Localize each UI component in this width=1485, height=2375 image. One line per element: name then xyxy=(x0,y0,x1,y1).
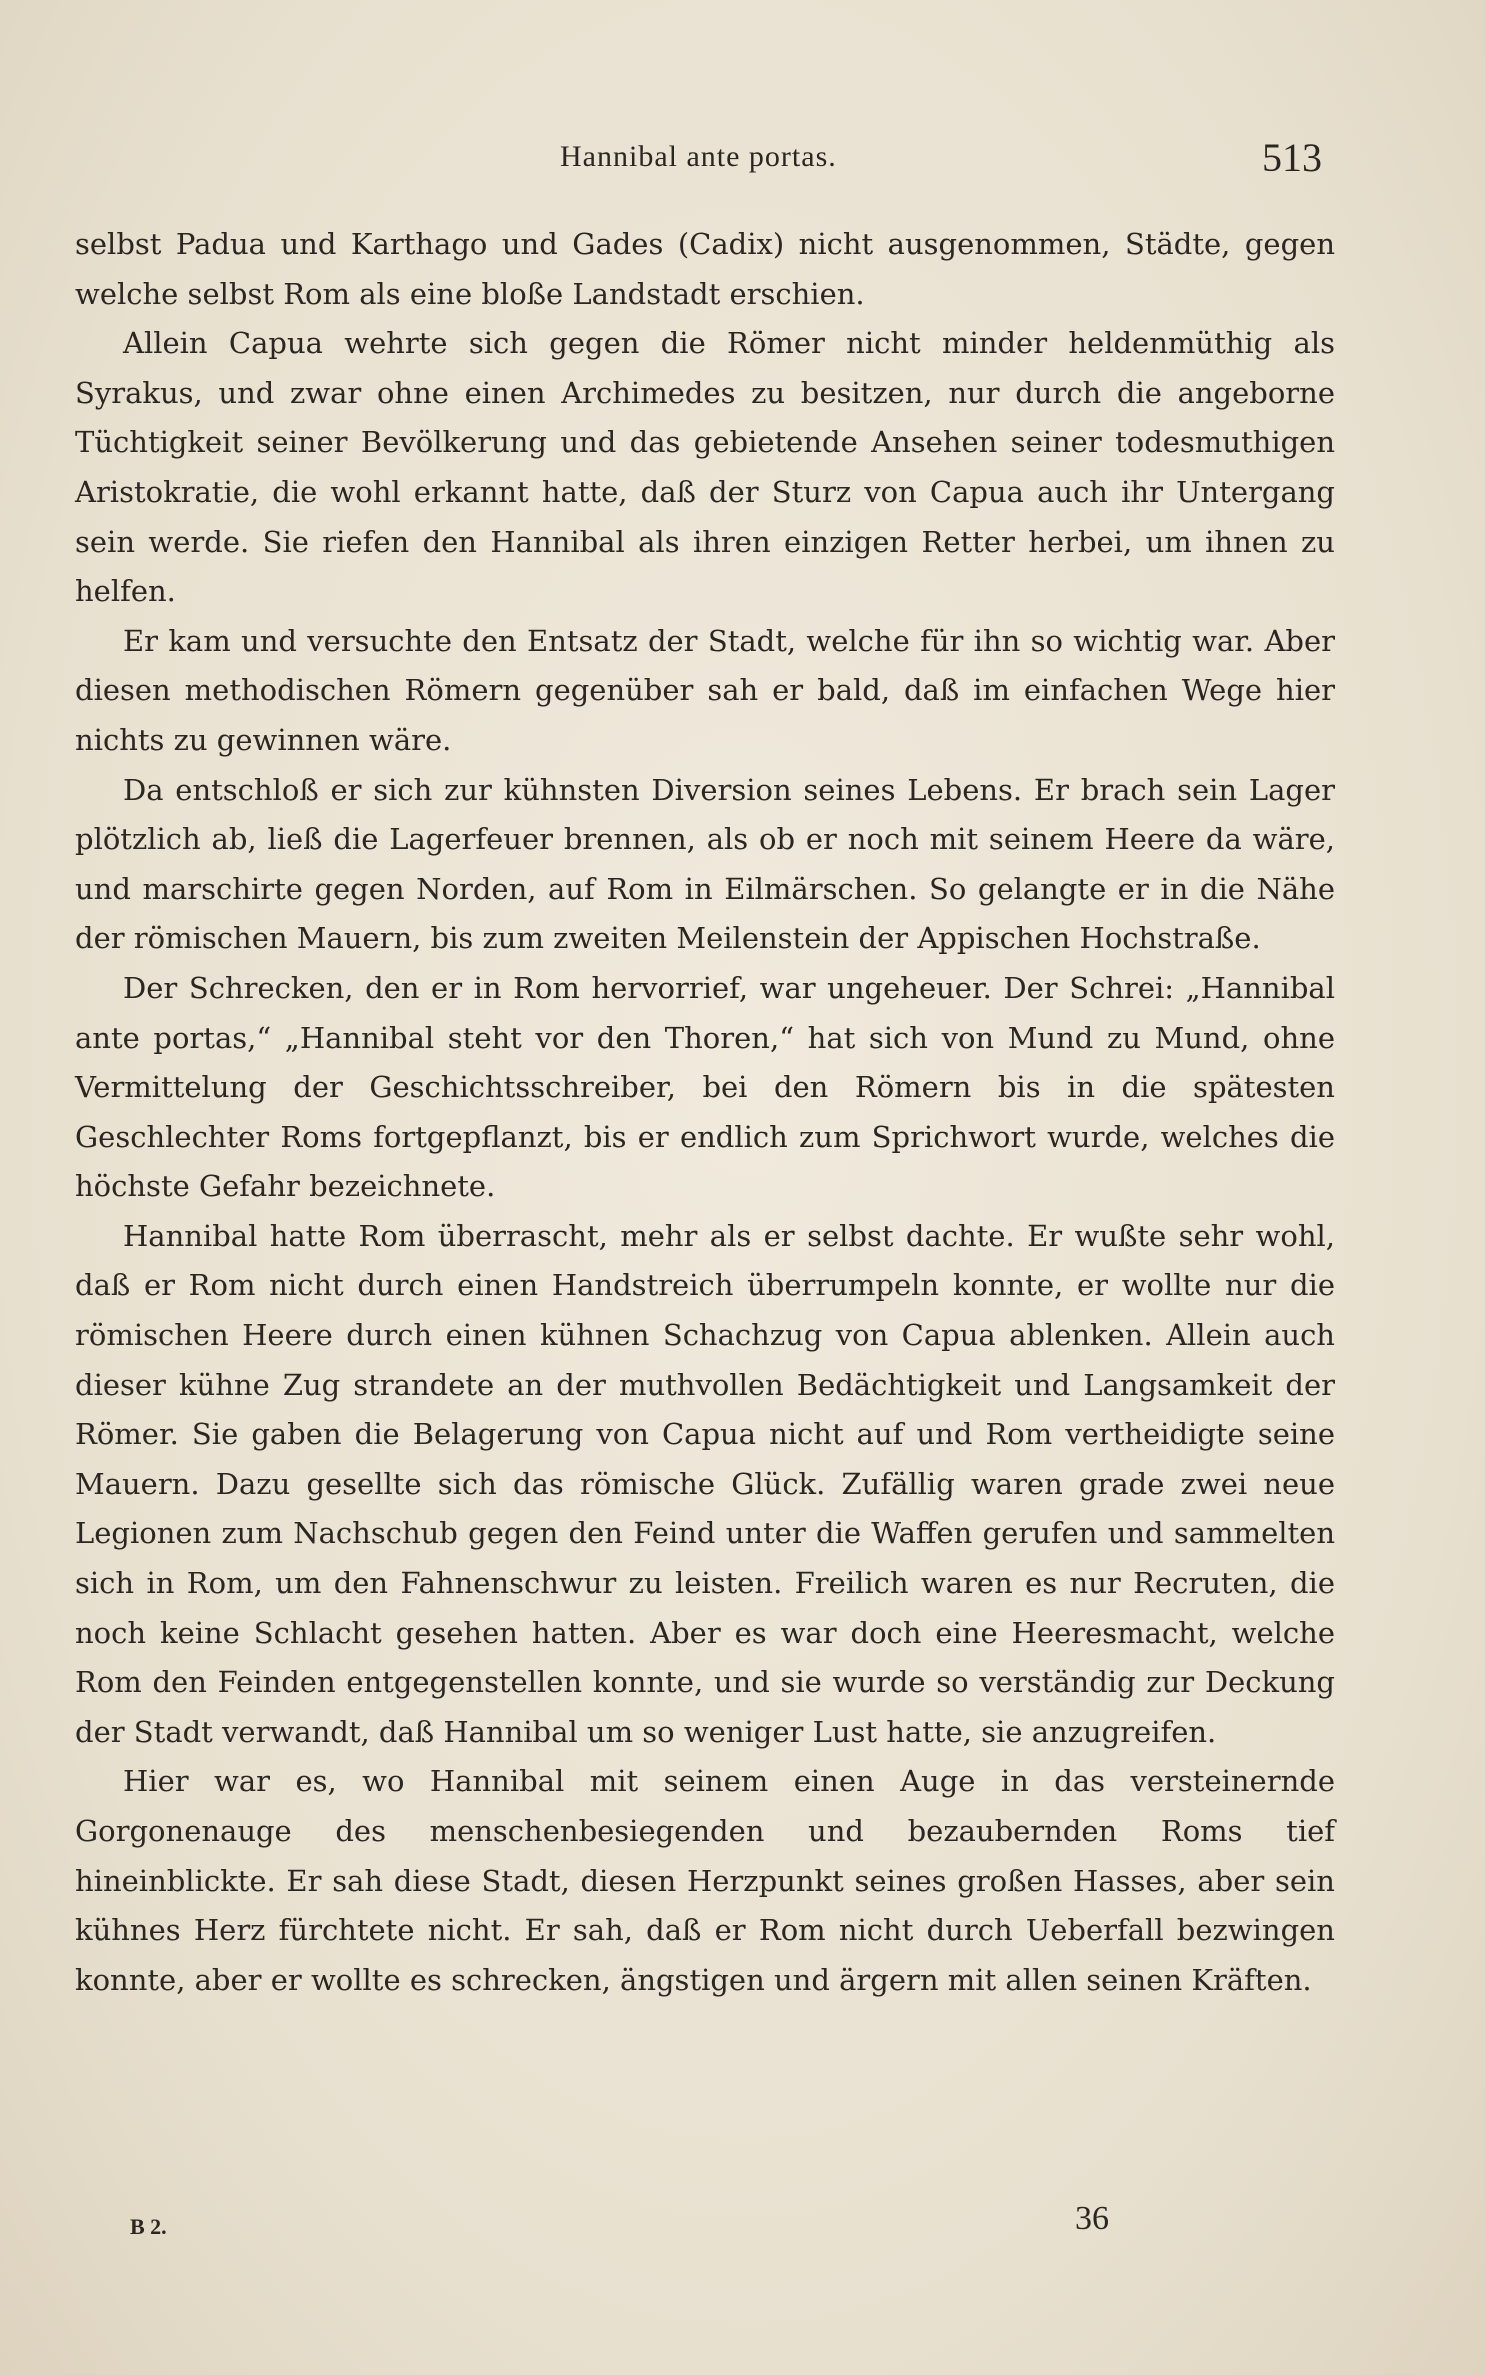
page-number: 513 xyxy=(1262,135,1322,180)
paragraph: Allein Capua wehrte sich gegen die Römer nicht minder heldenmüthig als Syrakus, und zwar ohne einen Archimedes zu besitzen, nur durch die angeborne Tüchtigkeit seiner Bevölkerung und das gebietende Ansehen seiner todesmuthigen Aristokratie, die wohl erkannt hatte, daß der Sturz von Capua auch ihr Untergang sein werde. Sie riefen den Hannibal als ihren einzigen Retter herbei, um ihnen zu helfen. xyxy=(75,326,1335,609)
body-text xyxy=(75,220,1335,2005)
paragraph: Hannibal hatte Rom überrascht, mehr als er selbst dachte. Er wußte sehr wohl, daß er Rom nicht durch einen Handstreich überrumpeln konnte, er wollte nur die römischen Heere durch einen kühnen Schachzug von Capua ablenken. Allein auch dieser kühne Zug strandete an der muthvollen Bedächtigkeit und Langsamkeit der Römer. Sie gaben die Belagerung von Capua nicht auf und Rom vertheidigte seine Mauern. Dazu gesellte sich das römische Glück. Zufällig waren grade zwei neue Legionen zum Nachschub gegen den Feind unter die Waffen gerufen und sammelten sich in Rom, um den Fahnenschwur zu leisten. Freilich waren es nur Recruten, die noch keine Schlacht gesehen hatten. Aber es war doch eine Heeresmacht, welche Rom den Feinden entgegenstellen konnte, und sie wurde so verständig zur Deckung der Stadt verwandt, daß Hannibal um so weniger Lust hatte, sie anzugreifen. xyxy=(75,1218,1335,1749)
signature-mark: B 2. xyxy=(130,2214,167,2239)
sheet-number: 36 xyxy=(1075,2200,1109,2237)
paragraph: selbst Padua und Karthago und Gades (Cadix) nicht ausgenommen, Städte, gegen welche selbst Rom als eine bloße Landstadt erschien. xyxy=(75,227,1335,311)
paragraph: Der Schrecken, den er in Rom hervorrief, war ungeheuer. Der Schrei: „Hannibal ante portas,“ „Hannibal steht vor den Thoren,“ hat sich von Mund zu Mund, ohne Vermittelung der Geschichtsschreiber, bei den Römern bis in die spätesten Geschlechter Roms fortgepflanzt, bis er endlich zum Sprichwort wurde, welches die höchste Gefahr bezeichnete. xyxy=(75,970,1335,1204)
page-header xyxy=(0,135,1485,190)
paragraph: Hier war es, wo Hannibal mit seinem einen Auge in das versteinernde Gorgonenauge des menschenbesiegenden und bezaubernden Roms tief hineinblickte. Er sah diese Stadt, diesen Herzpunkt seines großen Hasses, aber sein kühnes Herz fürchtete nicht. Er sah, daß er Rom nicht durch Ueberfall bezwingen konnte, aber er wollte es schrecken, ängstigen und ärgern mit allen seinen Kräften. xyxy=(75,1764,1335,1997)
paragraph: Da entschloß er sich zur kühnsten Diversion seines Lebens. Er brach sein Lager plötzlich ab, ließ die Lagerfeuer brennen, als ob er noch mit seinem Heere da wäre, und marschirte gegen Norden, auf Rom in Eilmärschen. So gelangte er in die Nähe der römischen Mauern, bis zum zweiten Meilenstein der Appischen Hochstraße. xyxy=(75,772,1335,956)
paragraph: Er kam und versuchte den Entsatz der Stadt, welche für ihn so wichtig war. Aber diesen methodischen Römern gegenüber sah er bald, daß im einfachen Wege hier nichts zu gewinnen wäre. xyxy=(75,623,1335,757)
running-title: Hannibal ante portas. xyxy=(560,140,837,173)
page-footer xyxy=(0,2200,1485,2250)
